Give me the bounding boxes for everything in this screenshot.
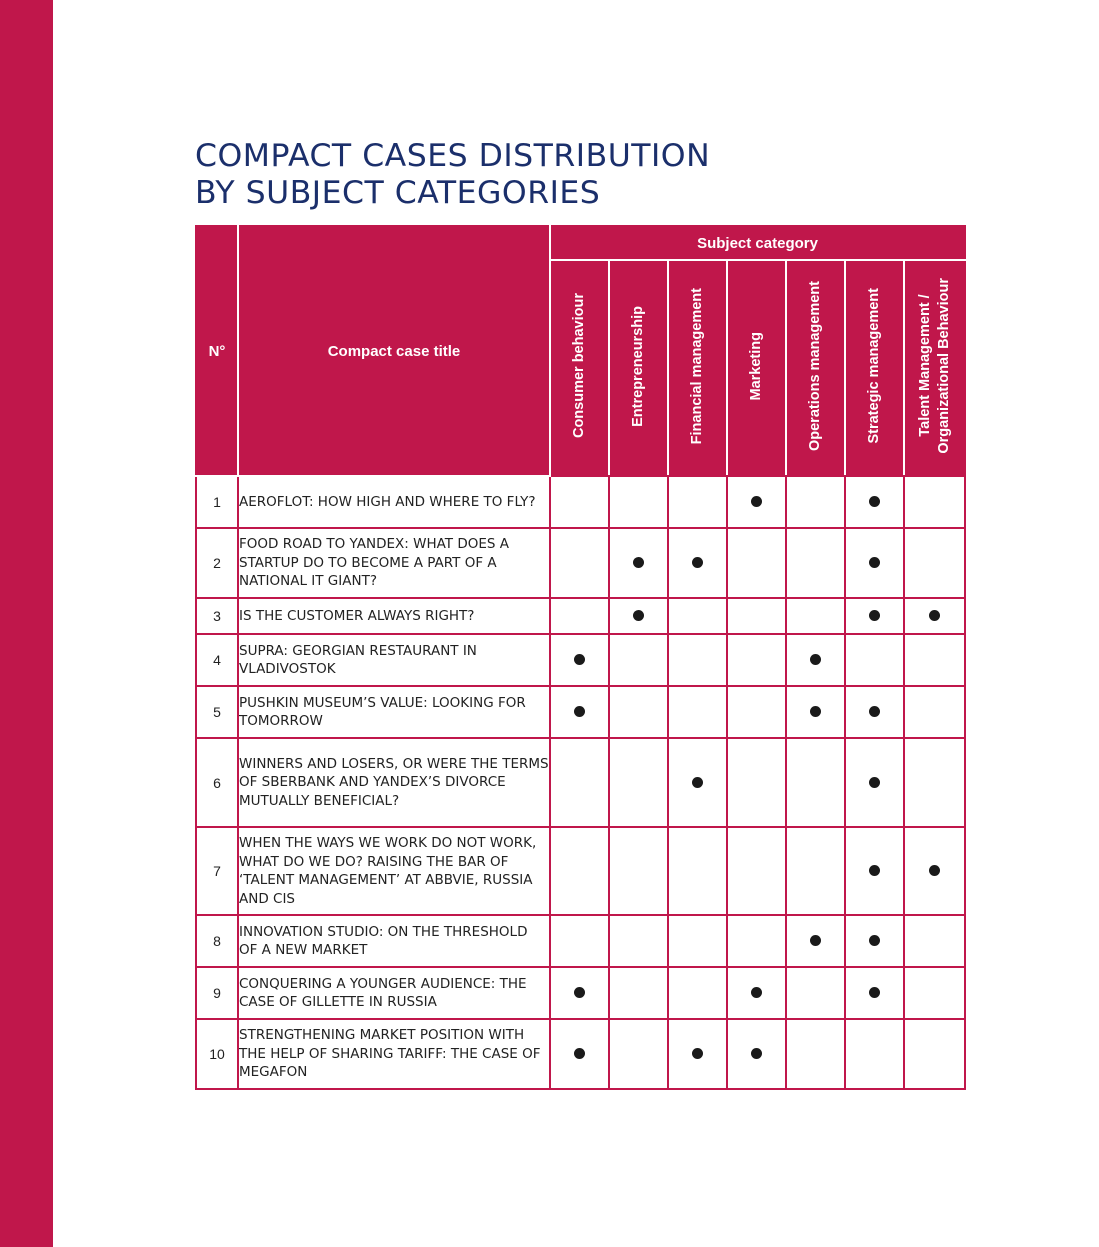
category-mark-cell [727, 1019, 786, 1089]
category-mark-cell [727, 634, 786, 686]
category-label [806, 281, 825, 451]
case-number: 9 [196, 967, 238, 1019]
category-mark-cell [668, 915, 727, 967]
category-label-line: Marketing [748, 331, 764, 401]
case-number: 6 [196, 738, 238, 827]
category-label [570, 293, 589, 438]
column-header-number: N° [196, 226, 238, 476]
category-mark-cell [786, 528, 845, 598]
category-mark-cell [609, 827, 668, 915]
category-mark-cell [845, 1019, 904, 1089]
category-mark-cell [727, 598, 786, 634]
table-row [196, 528, 965, 598]
page-title-line-2: BY SUBJECT CATEGORIES [195, 175, 601, 211]
bullet-marker-icon [869, 935, 880, 946]
category-header [845, 260, 904, 476]
category-mark-cell [609, 915, 668, 967]
category-header [609, 260, 668, 476]
bullet-marker-icon [633, 557, 644, 568]
category-mark-cell [668, 598, 727, 634]
bullet-marker-icon [751, 496, 762, 507]
category-mark-cell [668, 738, 727, 827]
category-mark-cell [550, 634, 609, 686]
bullet-marker-icon [692, 777, 703, 788]
table-row [196, 915, 965, 967]
category-mark-cell [727, 967, 786, 1019]
table-row [196, 476, 965, 528]
case-title: STRENGTHENING MARKET POSITION WITH THE HELP OF SHARING TARIFF: THE CASE OF MEGAFON [238, 1019, 550, 1089]
category-mark-cell [727, 915, 786, 967]
category-mark-cell [904, 967, 965, 1019]
category-label [865, 288, 884, 444]
category-mark-cell [668, 686, 727, 738]
category-mark-cell [668, 967, 727, 1019]
category-mark-cell [904, 738, 965, 827]
category-mark-cell [609, 967, 668, 1019]
category-mark-cell [904, 915, 965, 967]
category-mark-cell [668, 528, 727, 598]
cases-distribution-table [195, 225, 966, 1090]
bullet-marker-icon [869, 557, 880, 568]
category-mark-cell [786, 1019, 845, 1089]
category-label-line: Entrepreneurship [630, 305, 646, 427]
table-row [196, 1019, 965, 1089]
category-header [550, 260, 609, 476]
category-mark-cell [786, 634, 845, 686]
category-mark-cell [609, 598, 668, 634]
category-mark-cell [609, 476, 668, 528]
bullet-marker-icon [692, 557, 703, 568]
category-mark-cell [550, 967, 609, 1019]
case-number: 7 [196, 827, 238, 915]
category-mark-cell [550, 738, 609, 827]
category-mark-cell [786, 967, 845, 1019]
category-mark-cell [609, 634, 668, 686]
case-number: 3 [196, 598, 238, 634]
category-header [668, 260, 727, 476]
category-label-line: Organizational Behaviour [935, 278, 952, 454]
category-mark-cell [668, 634, 727, 686]
case-title: INNOVATION STUDIO: ON THE THRESHOLD OF A NEW MARKET [238, 915, 550, 967]
category-mark-cell [904, 598, 965, 634]
category-label [747, 332, 766, 401]
case-title: AEROFLOT: HOW HIGH AND WHERE TO FLY? [238, 476, 550, 528]
bullet-marker-icon [574, 987, 585, 998]
category-mark-cell [786, 827, 845, 915]
category-header [786, 260, 845, 476]
case-number: 4 [196, 634, 238, 686]
category-mark-cell [904, 476, 965, 528]
category-mark-cell [727, 476, 786, 528]
column-header-title: Compact case title [238, 226, 550, 476]
category-mark-cell [727, 528, 786, 598]
category-mark-cell [550, 1019, 609, 1089]
category-mark-cell [550, 686, 609, 738]
category-mark-cell [550, 827, 609, 915]
category-mark-cell [668, 476, 727, 528]
category-mark-cell [904, 634, 965, 686]
page-title-line-1: COMPACT CASES DISTRIBUTION [195, 138, 711, 174]
bullet-marker-icon [929, 865, 940, 876]
category-mark-cell [668, 827, 727, 915]
category-mark-cell [727, 827, 786, 915]
bullet-marker-icon [869, 496, 880, 507]
case-title: WHEN THE WAYS WE WORK DO NOT WORK, WHAT DO WE DO? RAISING THE BAR OF ‘TALENT MANAGEMENT’ AT ABBVIE, RUSSIA AND CIS [238, 827, 550, 915]
category-mark-cell [609, 528, 668, 598]
category-mark-cell [786, 476, 845, 528]
case-title: IS THE CUSTOMER ALWAYS RIGHT? [238, 598, 550, 634]
table-row [196, 967, 965, 1019]
bullet-marker-icon [574, 706, 585, 717]
category-header [904, 260, 965, 476]
case-title: WINNERS AND LOSERS, OR WERE THE TERMS OF SBERBANK AND YANDEX’S DIVORCE MUTUALLY BENEFICIAL? [238, 738, 550, 827]
table-row [196, 827, 965, 915]
category-label [916, 278, 954, 454]
bullet-marker-icon [869, 610, 880, 621]
category-mark-cell [904, 686, 965, 738]
side-color-band [0, 0, 53, 1247]
subject-category-header: Subject category [550, 226, 965, 260]
category-label-line: Financial management [689, 287, 705, 445]
table-row [196, 738, 965, 827]
category-label-line: Consumer behaviour [571, 293, 587, 439]
category-label [688, 288, 707, 444]
category-label-line: Talent Management / [916, 294, 933, 438]
bullet-marker-icon [810, 935, 821, 946]
category-mark-cell [845, 686, 904, 738]
bullet-marker-icon [869, 865, 880, 876]
bullet-marker-icon [574, 654, 585, 665]
category-mark-cell [609, 738, 668, 827]
bullet-marker-icon [633, 610, 644, 621]
category-mark-cell [609, 686, 668, 738]
category-mark-cell [845, 738, 904, 827]
category-mark-cell [845, 827, 904, 915]
category-mark-cell [904, 827, 965, 915]
bullet-marker-icon [810, 654, 821, 665]
bullet-marker-icon [574, 1048, 585, 1059]
table-body [196, 476, 965, 1089]
category-mark-cell [845, 598, 904, 634]
category-mark-cell [845, 915, 904, 967]
category-mark-cell [845, 476, 904, 528]
category-mark-cell [845, 634, 904, 686]
category-mark-cell [727, 686, 786, 738]
category-mark-cell [904, 528, 965, 598]
case-title: PUSHKIN MUSEUM’S VALUE: LOOKING FOR TOMORROW [238, 686, 550, 738]
bullet-marker-icon [929, 610, 940, 621]
category-mark-cell [786, 598, 845, 634]
category-mark-cell [550, 528, 609, 598]
table-row [196, 686, 965, 738]
bullet-marker-icon [869, 706, 880, 717]
category-mark-cell [845, 528, 904, 598]
case-title: SUPRA: GEORGIAN RESTAURANT IN VLADIVOSTOK [238, 634, 550, 686]
case-number: 10 [196, 1019, 238, 1089]
bullet-marker-icon [692, 1048, 703, 1059]
category-mark-cell [668, 1019, 727, 1089]
bullet-marker-icon [810, 706, 821, 717]
bullet-marker-icon [869, 987, 880, 998]
table-header [196, 226, 965, 476]
table-row [196, 598, 965, 634]
bullet-marker-icon [869, 777, 880, 788]
category-mark-cell [904, 1019, 965, 1089]
category-mark-cell [786, 738, 845, 827]
page-title [195, 138, 710, 212]
category-label-line: Strategic management [866, 288, 882, 444]
category-mark-cell [786, 915, 845, 967]
category-mark-cell [609, 1019, 668, 1089]
category-mark-cell [786, 686, 845, 738]
category-mark-cell [845, 967, 904, 1019]
category-header [727, 260, 786, 476]
category-label [629, 306, 648, 427]
case-number: 1 [196, 476, 238, 528]
category-mark-cell [550, 476, 609, 528]
category-mark-cell [550, 598, 609, 634]
table-row [196, 634, 965, 686]
category-label-line: Operations management [807, 280, 823, 451]
case-number: 2 [196, 528, 238, 598]
bullet-marker-icon [751, 987, 762, 998]
case-number: 8 [196, 915, 238, 967]
case-title: CONQUERING A YOUNGER AUDIENCE: THE CASE OF GILLETTE IN RUSSIA [238, 967, 550, 1019]
case-number: 5 [196, 686, 238, 738]
bullet-marker-icon [751, 1048, 762, 1059]
case-title: FOOD ROAD TO YANDEX: WHAT DOES A STARTUP DO TO BECOME A PART OF A NATIONAL IT GIANT? [238, 528, 550, 598]
category-mark-cell [550, 915, 609, 967]
category-mark-cell [727, 738, 786, 827]
